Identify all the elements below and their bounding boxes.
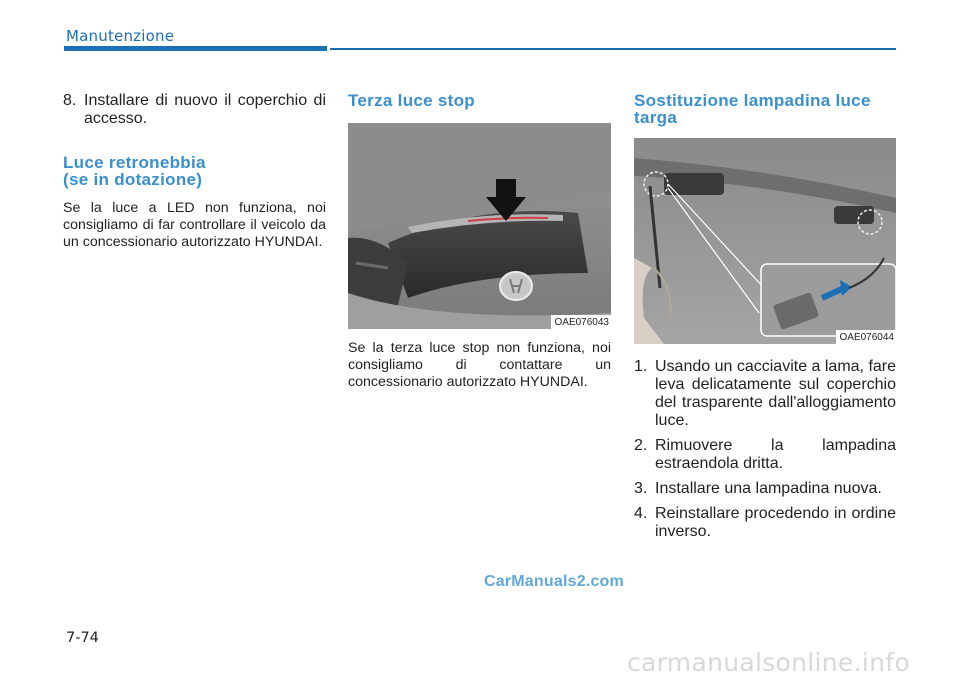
third-brake-light-paragraph: Se la terza luce stop non funziona, noi consigliamo di contattare un concessionario autorizzato HYUNDAI. <box>348 340 611 390</box>
car-rear-illustration <box>348 123 611 329</box>
step-text: Installare una lampadina nuova. <box>655 480 882 497</box>
step-text: Rimuovere la lampadina estraendola dritta. <box>655 437 896 472</box>
step-number: 8. <box>63 92 77 109</box>
header-rule-thin <box>330 48 896 50</box>
heading-third-brake-light: Terza luce stop <box>348 91 475 110</box>
figure-license-plate-bulb <box>634 138 896 344</box>
step-number: 1. <box>634 358 648 375</box>
fog-light-paragraph: Se la luce a LED non funziona, noi consigliamo di far controllare il veicolo da un concessionario autorizzato HYUNDAI. <box>63 200 326 250</box>
footer-watermark: carmanualsonline.info <box>627 648 910 677</box>
step-2 <box>634 437 896 473</box>
column-left <box>63 92 326 251</box>
column-right <box>634 92 896 541</box>
figure-code: OAE076043 <box>551 315 612 329</box>
header-rule-thick <box>64 46 327 51</box>
step-number: 4. <box>634 505 648 522</box>
step-4 <box>634 505 896 541</box>
step-number: 3. <box>634 480 648 497</box>
figure-third-brake-light <box>348 123 611 329</box>
heading-license-plate-bulb <box>634 92 896 126</box>
license-plate-light-illustration <box>634 138 896 344</box>
heading-fog-light <box>63 154 326 188</box>
step-1 <box>634 358 896 430</box>
step-text: Usando un cacciavite a lama, fare leva delicatamente sul coperchio del trasparente dall'alloggiamento luce. <box>655 358 897 429</box>
page-number: 7-74 <box>66 630 99 646</box>
heading-line: (se in dotazione) <box>63 170 203 189</box>
step-text: Installare di nuovo il coperchio di accesso. <box>84 92 326 127</box>
heading-line: Sostituzione lampadina luce <box>634 91 871 110</box>
step-3 <box>634 480 896 498</box>
watermark-link[interactable]: CarManuals2.com <box>484 573 624 590</box>
heading-line: targa <box>634 108 678 127</box>
figure-code: OAE076044 <box>836 330 897 344</box>
heading-line: Luce retronebbia <box>63 153 206 172</box>
step-number: 2. <box>634 437 648 454</box>
step-8 <box>63 92 326 128</box>
step-text: Reinstallare procedendo in ordine inverso. <box>655 505 896 540</box>
section-title: Manutenzione <box>66 27 175 45</box>
column-middle <box>348 92 611 391</box>
